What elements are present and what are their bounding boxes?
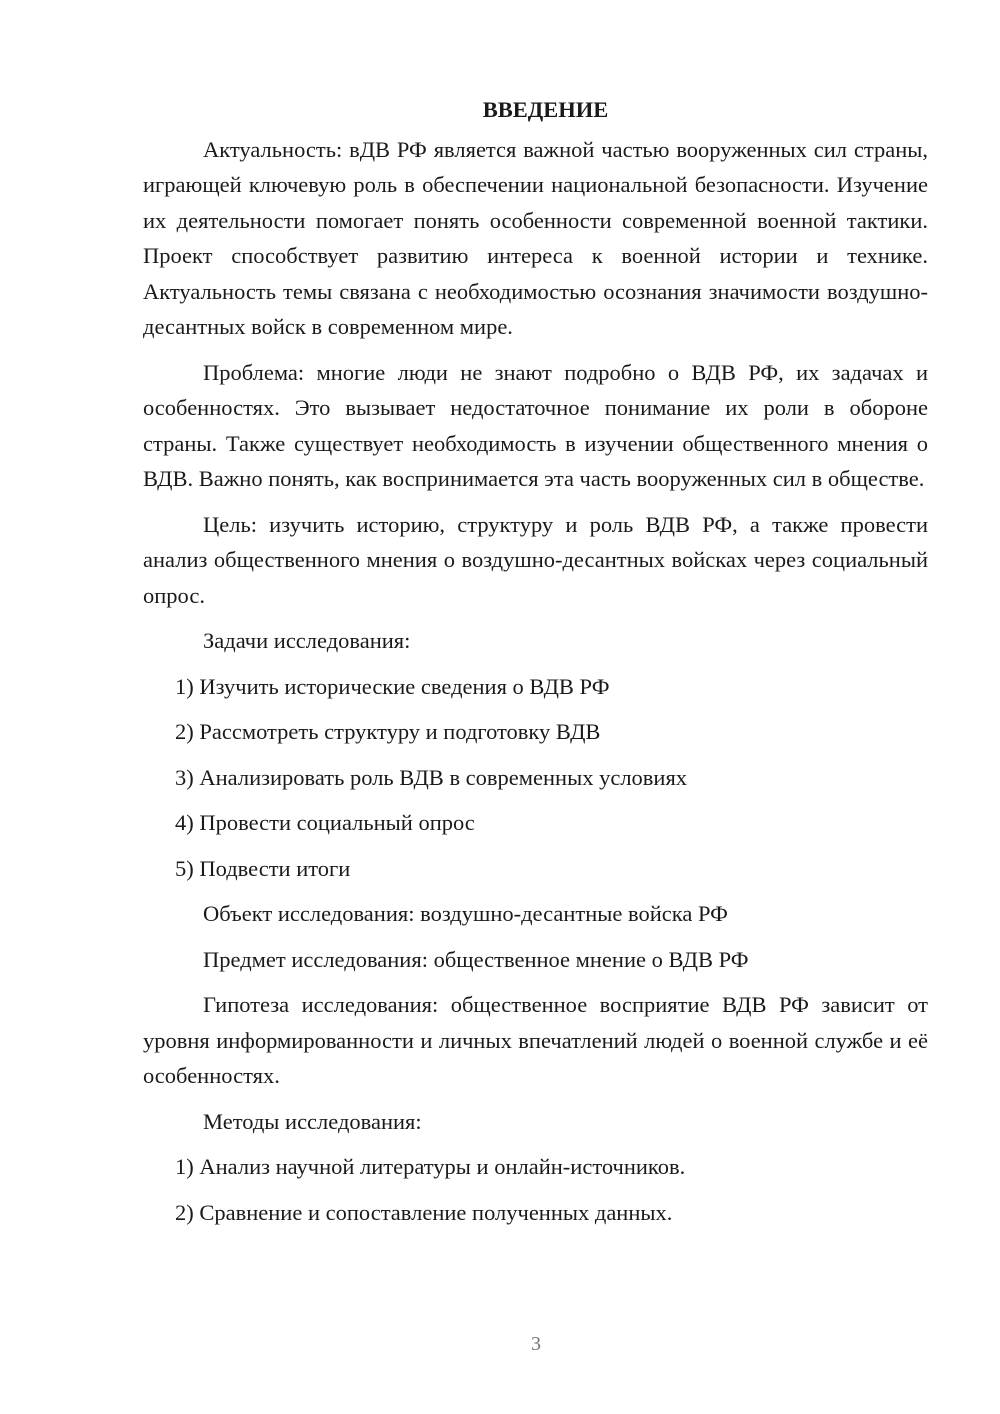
methods-list (143, 1149, 928, 1230)
goal-paragraph: Цель: изучить историю, структуру и роль ВДВ РФ, а также провести анализ общественного мнения о воздушно-десантных войсках через социальный опрос. (143, 511, 928, 608)
task-item: 5) Подвести итоги (175, 855, 351, 881)
page-number: 3 (531, 1333, 541, 1355)
page-content (143, 92, 928, 1240)
tasks-list (143, 669, 928, 887)
research-object: Объект исследования: воздушно-десантные войска РФ (203, 901, 728, 926)
methods-heading: Методы исследования: (203, 1108, 422, 1134)
task-item: 4) Провести социальный опрос (175, 810, 475, 835)
task-item: 2) Рассмотреть структуру и подготовку ВДВ (175, 719, 601, 744)
hypothesis-paragraph: Гипотеза исследования: общественное восприятие ВДВ РФ зависит от уровня информированности и личных впечатлений людей о военной службе и её особенностях. (143, 992, 928, 1088)
task-item: 1) Изучить исторические сведения о ВДВ РФ (175, 673, 610, 699)
task-item: 3) Анализировать роль ВДВ в современных условиях (175, 764, 688, 790)
problem-paragraph: Проблема: многие люди не знают подробно о ВДВ РФ, их задачах и особенностях. Это вызывает недостаточное понимание их роли в обороне страны. Также существует необходимость в изучении общественного мнения о ВДВ. Важно понять, как воспринимается эта часть вооруженных сил в обществе. (143, 359, 928, 491)
relevance-paragraph: Актуальность: вДВ РФ является важной частью вооруженных сил страны, играющей ключевую роль в обеспечении национальной безопасности. Изучение их деятельности помогает понять особенности современной военной тактики. Проект способствует развитию интереса к военной истории и технике. Актуальность темы связана с необходимостью осознания значимости воздушно-десантных войск в современном мире. (143, 136, 928, 339)
method-item: 2) Сравнение и сопоставление полученных данных. (175, 1199, 673, 1225)
tasks-heading: Задачи исследования: (203, 628, 411, 653)
section-title: ВВЕДЕНИЕ (482, 97, 609, 122)
research-subject: Предмет исследования: общественное мнение о ВДВ РФ (203, 946, 749, 972)
method-item: 1) Анализ научной литературы и онлайн-источников. (175, 1154, 686, 1179)
